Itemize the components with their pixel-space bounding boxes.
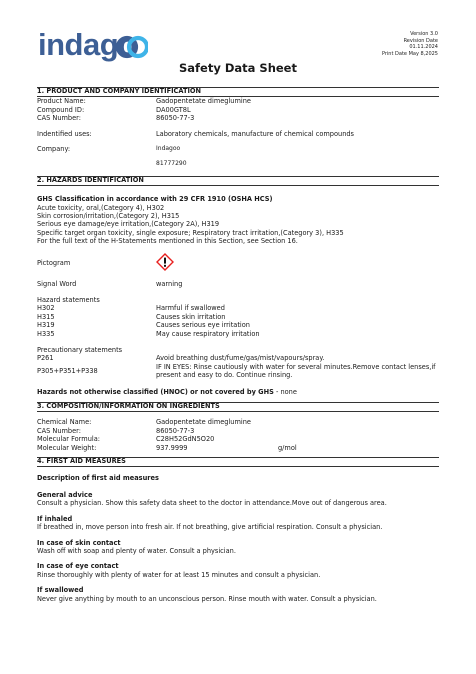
- logo-text: indago: [38, 27, 137, 62]
- precaution-code: P261: [37, 354, 54, 363]
- if-inhaled-text: If breathed in, move person into fresh air. If not breathing, give artificial respiration. Consult a physician.: [37, 523, 383, 532]
- signal-word-value: warning: [156, 279, 183, 288]
- company-phone: 81777290: [156, 160, 187, 168]
- hazard-text: Causes skin irritation: [156, 312, 226, 321]
- precaution-code: P305+P351+P338: [37, 367, 98, 376]
- if-swallowed-title: If swallowed: [37, 586, 84, 595]
- molecular-weight-unit: g/mol: [278, 443, 297, 452]
- company-row: [37, 145, 439, 153]
- product-name-row: [37, 97, 439, 105]
- version-line: Version 3.0: [410, 31, 438, 37]
- hnoc-heading: Hazards not otherwise classified (HNOC) or not covered by GHS: [37, 387, 274, 396]
- logo-rings-icon: [116, 32, 148, 62]
- section-3-heading: 3. COMPOSITION/INFORMATION ON INGREDIENTS: [37, 402, 439, 412]
- cas-number-value: 86050-77-3: [156, 114, 195, 123]
- exclamation-mark-diamond-icon: [156, 253, 174, 271]
- composition-row: [37, 444, 439, 452]
- general-advice-text: Consult a physician. Show this safety data sheet to the doctor in attendance.Move out of dangerous area.: [37, 499, 387, 508]
- compound-id-value: DA00GT8L: [156, 105, 191, 114]
- identified-uses-value: Laboratory chemicals, manufacture of chemical compounds: [156, 129, 354, 138]
- molecular-weight-label: Molecular Weight:: [37, 443, 97, 452]
- ghs-line: Specific target organ toxicity, single exposure; Respiratory tract irritation,(Category 3), H335: [37, 228, 344, 237]
- print-date: Print Date May 8,2025: [381, 50, 438, 57]
- product-name-value: Gadopentetate dimeglumine: [156, 97, 251, 106]
- document-title: Safety Data Sheet: [179, 61, 297, 75]
- precaution-row: [37, 354, 439, 362]
- hazard-text: Causes serious eye irritation: [156, 321, 250, 330]
- molecular-weight-value: 937.9999: [156, 443, 188, 452]
- hazard-code: H302: [37, 304, 55, 313]
- hazard-text: Harmful if swallowed: [156, 304, 225, 313]
- if-swallowed-text: Never give anything by mouth to an unconscious person. Rinse mouth with water. Consult a physician.: [37, 594, 377, 603]
- general-advice-title: General advice: [37, 490, 93, 499]
- chemical-name-label: Chemical Name:: [37, 418, 92, 427]
- precautionary-statements-heading: Precautionary statements: [37, 346, 123, 355]
- hnoc-value: - none: [273, 387, 297, 396]
- hazard-code: H315: [37, 312, 55, 321]
- revision-date-label: Revision Date: [403, 37, 438, 44]
- cas-number-label: CAS Number:: [37, 114, 81, 123]
- cas-number-row: [37, 114, 439, 122]
- signal-word-label: Signal Word: [37, 279, 77, 288]
- cas-value: 86050-77-3: [156, 426, 195, 435]
- section-4-heading: 4. FIRST AID MEASURES: [37, 457, 439, 467]
- eye-contact-title: In case of eye contact: [37, 562, 119, 571]
- product-name-label: Product Name:: [37, 97, 86, 106]
- hazard-text: May cause respiratory irritation: [156, 329, 260, 338]
- precaution-text: IF IN EYES: Rinse cautiously with water for several minutes.Remove contact lenses,if present and easy to do. Continue rinsing.: [156, 362, 436, 380]
- revision-date: 01.11.2024: [409, 44, 438, 51]
- if-inhaled-title: If inhaled: [37, 514, 73, 523]
- pictogram-label: Pictogram: [37, 259, 71, 268]
- hnoc-line: [37, 388, 439, 396]
- company-phone-row: [37, 160, 439, 168]
- pictogram-row: [37, 254, 439, 274]
- signal-word-row: [37, 280, 439, 288]
- first-aid-subheading: Description of first aid measures: [37, 474, 159, 483]
- hazard-code: H319: [37, 321, 55, 330]
- compound-id-row: [37, 106, 439, 114]
- company-label: Company:: [37, 145, 71, 153]
- molecular-formula-label: Molecular Formula:: [37, 435, 100, 444]
- section-1-heading: 1. PRODUCT AND COMPANY IDENTIFICATION: [37, 87, 439, 97]
- hazard-row: [37, 304, 439, 312]
- composition-row: [37, 435, 439, 443]
- cas-label: CAS Number:: [37, 426, 81, 435]
- identified-uses-label: Indentified uses:: [37, 129, 92, 138]
- hazard-row: [37, 330, 439, 338]
- pictogram-cell: [156, 253, 439, 273]
- hazard-code: H335: [37, 329, 55, 338]
- document-body: [37, 87, 439, 603]
- hazard-row: [37, 313, 439, 321]
- version-info: [382, 31, 438, 57]
- skin-contact-text: Wash off with soap and plenty of water. Consult a physician.: [37, 546, 236, 555]
- chemical-name-value: Gadopentetate dimeglumine: [156, 418, 251, 427]
- hazard-row: [37, 321, 439, 329]
- hazard-statements-heading: Hazard statements: [37, 296, 100, 305]
- company-value: Indagoo: [156, 145, 181, 152]
- molecular-formula-value: C28H52GdN5O20: [156, 435, 215, 444]
- composition-row: [37, 418, 439, 426]
- skin-contact-title: In case of skin contact: [37, 538, 121, 547]
- identified-uses-row: [37, 130, 439, 138]
- ghs-line: Serious eye damage/eye irritation,(Category 2A), H319: [37, 220, 220, 229]
- company-logo: [38, 28, 148, 62]
- compound-id-label: Compound ID:: [37, 105, 85, 114]
- eye-contact-text: Rinse thoroughly with plenty of water for at least 15 minutes and consult a physician.: [37, 570, 321, 579]
- ghs-line: Acute toxicity, oral,(Category 4), H302: [37, 203, 165, 212]
- precaution-row: [37, 363, 439, 380]
- section-2-heading: 2. HAZARDS IDENTIFICATION: [37, 176, 439, 186]
- ghs-classification-heading: GHS Classification in accordance with 29 CFR 1910 (OSHA HCS): [37, 195, 273, 204]
- composition-row: [37, 427, 439, 435]
- precaution-text: Avoid breathing dust/fume/gas/mist/vapours/spray.: [156, 354, 325, 363]
- ghs-line: For the full text of the H-Statements mentioned in this Section, see Section 16.: [37, 237, 298, 246]
- ghs-line: Skin corrosion/irritation,(Category 2), H315: [37, 212, 180, 220]
